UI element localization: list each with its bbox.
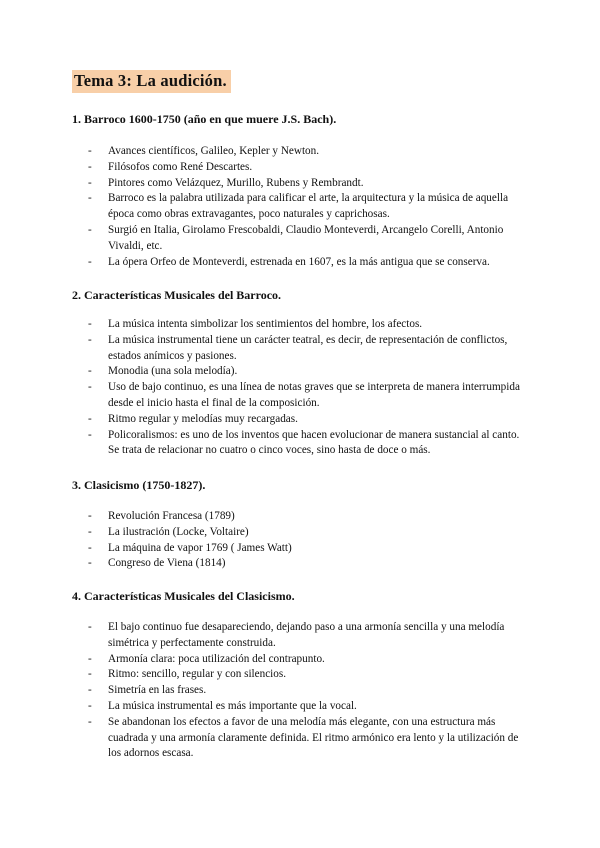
list-item: - Barroco es la palabra utilizada para calificar el arte, la arquitectura y la música de aquella época como obras extravagantes, poco naturales y caprichosas. [72, 191, 532, 223]
section-heading: 4. Características Musicales del Clasicismo. [72, 589, 295, 603]
page-title: Tema 3: La audición. [72, 70, 231, 93]
list-item: - Surgió en Italia, Girolamo Frescobaldi, Claudio Monteverdi, Arcangelo Corelli, Antonio Vivaldi, etc. [72, 223, 532, 255]
section-heading: 3. Clasicismo (1750-1827). [72, 478, 206, 492]
list-item: - Pintores como Velázquez, Murillo, Rubens y Rembrandt. [72, 176, 532, 192]
section-caracteristicas-barroco [72, 287, 532, 459]
list-item: - Ritmo: sencillo, regular y con silencios. [72, 667, 532, 683]
list-item: - Uso de bajo continuo, es una línea de notas graves que se interpreta de manera interrumpida desde el inicio hasta el final de la composición. [72, 380, 532, 412]
bullet-list [72, 509, 532, 572]
section-heading: 2. Características Musicales del Barroco. [72, 288, 282, 302]
list-item: - Congreso de Viena (1814) [72, 556, 532, 572]
list-item: - Monodia (una sola melodía). [72, 364, 532, 380]
list-item: - Simetría en las frases. [72, 683, 532, 699]
list-item: - La ilustración (Locke, Voltaire) [72, 525, 532, 541]
section-barroco [72, 111, 532, 270]
section-clasicismo [72, 477, 532, 572]
list-item: - La ópera Orfeo de Monteverdi, estrenada en 1607, es la más antigua que se conserva. [72, 255, 532, 271]
bullet-list [72, 144, 532, 270]
list-item: - Ritmo regular y melodías muy recargadas. [72, 412, 532, 428]
list-item: - Policoralismos: es uno de los inventos que hacen evolucionar de manera sustancial al canto. Se trata de relacionar no cuatro o cinco voces, sino hasta de doce o más. [72, 428, 532, 460]
list-item: - La máquina de vapor 1769 ( James Watt) [72, 541, 532, 557]
bullet-list [72, 620, 532, 762]
list-item: - La música intenta simbolizar los sentimientos del hombre, los afectos. [72, 317, 532, 333]
section-caracteristicas-clasicismo [72, 588, 532, 762]
list-item: - Revolución Francesa (1789) [72, 509, 532, 525]
section-heading: 1. Barroco 1600-1750 (año en que muere J.S. Bach). [72, 112, 337, 126]
list-item: - Armonía clara: poca utilización del contrapunto. [72, 652, 532, 668]
list-item: - El bajo continuo fue desapareciendo, dejando paso a una armonía sencilla y una melodía simétrica y perfectamente construida. [72, 620, 532, 652]
list-item: - La música instrumental es más importante que la vocal. [72, 699, 532, 715]
list-item: - Filósofos como René Descartes. [72, 160, 532, 176]
list-item: - Se abandonan los efectos a favor de una melodía más elegante, con una estructura más cuadrada y una armonía claramente definida. El ritmo armónico era lento y la utilización de los adornos escasa. [72, 715, 532, 762]
list-item: - La música instrumental tiene un carácter teatral, es decir, de representación de conflictos, estados anímicos y pasiones. [72, 333, 532, 365]
bullet-list [72, 317, 532, 459]
list-item: - Avances científicos, Galileo, Kepler y Newton. [72, 144, 532, 160]
